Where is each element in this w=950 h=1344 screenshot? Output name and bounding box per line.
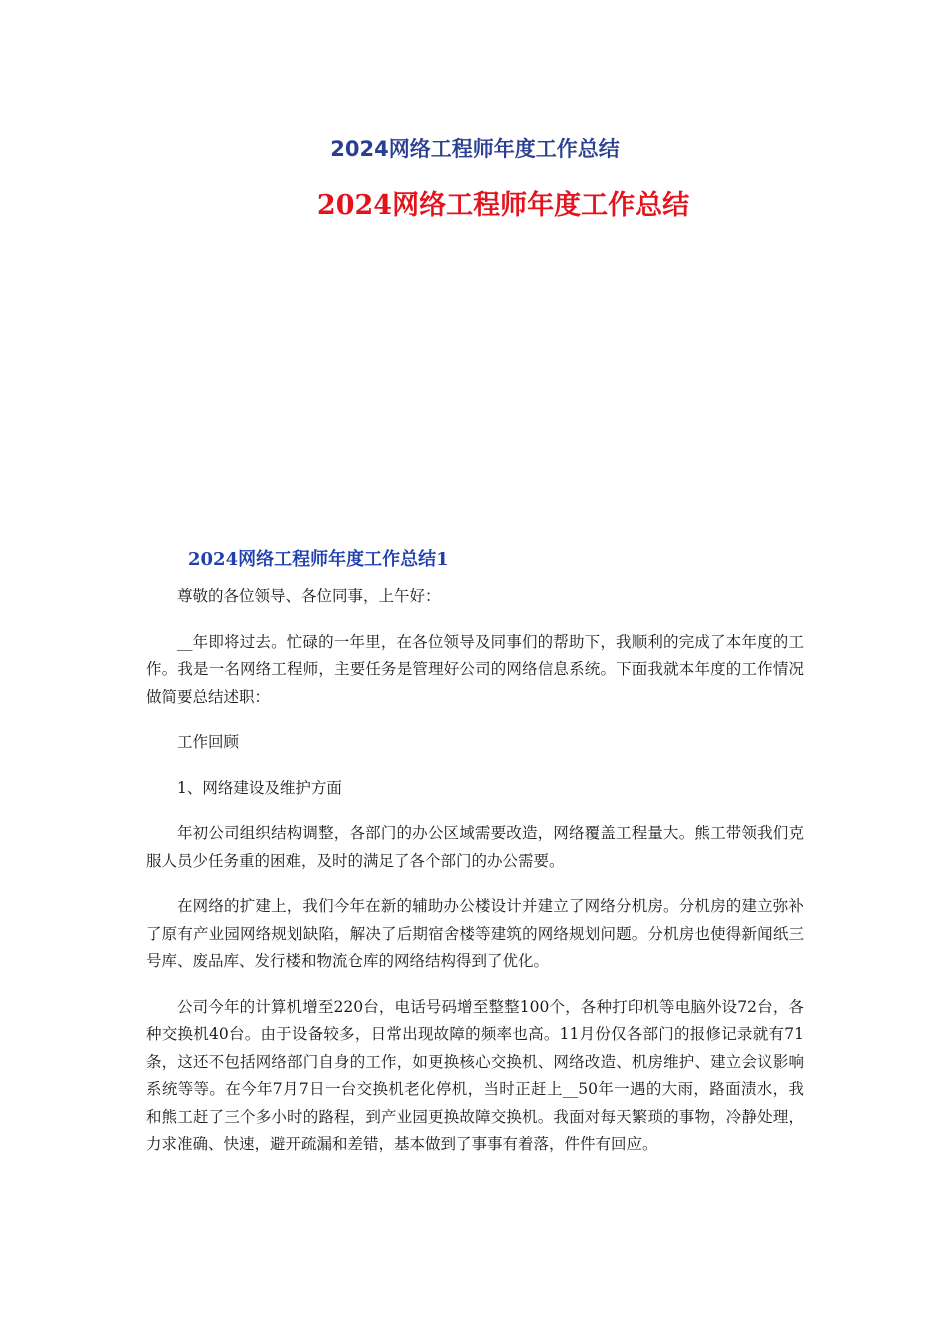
body-paragraph: 在网络的扩建上，我们今年在新的辅助办公楼设计并建立了网络分机房。分机房的建立弥补了原有产业园网络规划缺陷，解决了后期宿舍楼等建筑的网络规划问题。分机房也使得新闻纸三号库、废品库、发行楼和物流仓库的网络结构得到了优化。: [146, 897, 804, 970]
review-heading: 工作回顾: [177, 733, 240, 751]
document-main-title: 2024网络工程师年度工作总结: [316, 190, 690, 221]
document-body: [146, 583, 804, 1177]
document-header-title: 2024网络工程师年度工作总结: [330, 137, 620, 161]
subsection-heading: 1、网络建设及维护方面: [177, 778, 342, 797]
body-paragraph: 年初公司组织结构调整，各部门的办公区域需要改造，网络覆盖工程量大。熊工带领我们克服人员少任务重的困难，及时的满足了各个部门的办公需要。: [146, 824, 804, 870]
body-paragraph: 公司今年的计算机增至220台，电话号码增至整整100个，各种打印机等电脑外设72台，各种交换机40台。由于设备较多，日常出现故障的频率也高。11月份仅各部门的报修记录就有71条，这还不包括网络部门自身的工作，如更换核心交换机、网络改造、机房维护、建立会议影响系统等等。在今年7月7日一台交换机老化停机，当时正赶上__50年一遇的大雨，路面渍水，我和熊工赶了三个多小时的路程，到产业园更换故障交换机。我面对每天繁琐的事物，冷静处理，力求准确、快速，避开疏漏和差错，基本做到了事事有着落，件件有回应。: [146, 997, 804, 1153]
greeting-paragraph: 尊敬的各位领导、各位同事，上午好：: [177, 587, 441, 605]
section-heading: 2024网络工程师年度工作总结1: [188, 549, 449, 570]
intro-paragraph: __年即将过去。忙碌的一年里，在各位领导及同事们的帮助下，我顺利的完成了本年度的工作。我是一名网络工程师，主要任务是管理好公司的网络信息系统。下面我就本年度的工作情况做简要总结述职：: [146, 632, 804, 706]
